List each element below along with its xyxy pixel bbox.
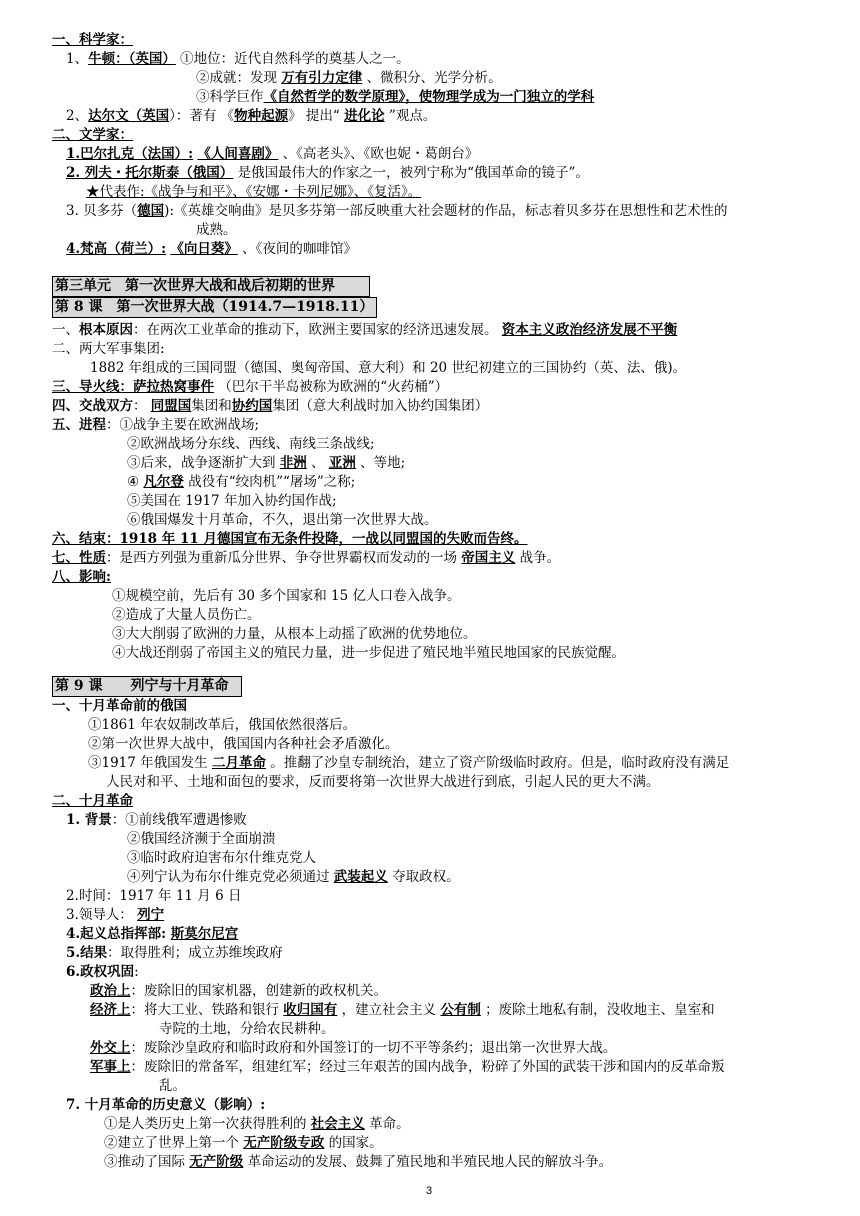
section-heading-box: 第 9 课 列宁与十月革命: [52, 676, 242, 697]
text-segment: ③后来，战争逐渐扩大到: [127, 455, 280, 471]
text-segment: ①1861 年农奴制改革后，俄国依然很落后。: [88, 717, 357, 733]
text-line: [52, 126, 133, 144]
underlined-key-term: 收归国有: [283, 1002, 338, 1018]
underlined-key-term: 《人间喜剧》: [197, 146, 279, 162]
underlined-key-term: 进化论: [344, 108, 385, 124]
text-segment: ，建立社会主义: [337, 1002, 441, 1018]
underlined-key-term: 2. 列夫・托尔斯泰（俄国）: [66, 165, 234, 181]
text-segment: ):《英雄交响曲》是贝多芬第一部反映重大社会题材的作品，标志着贝多芬在思想性和艺术性的: [164, 203, 728, 219]
text-line: [112, 587, 461, 605]
text-segment: ：废除沙皇政府和临时政府和外国签订的一切不平等条约；退出第一次世界大战。: [130, 1040, 617, 1056]
text-segment: ：废除旧的常备军，组建红军；经过三年艰苦的国内战争，粉碎了外国的武装干涉和国内的反革命叛: [130, 1059, 725, 1075]
underlined-key-term: 外交上: [90, 1040, 131, 1056]
text-segment: 1. 背景: [66, 812, 112, 828]
text-segment: 1、: [66, 51, 89, 67]
text-line: [127, 511, 438, 529]
text-segment: （巴尔干半岛被称为欧洲的“火药桶”）: [214, 379, 449, 395]
underlined-key-term: 二、十月革命: [52, 793, 133, 809]
underlined-key-term: 八、影响:: [52, 569, 111, 585]
text-segment: 战争。: [515, 550, 561, 566]
text-line: [90, 1039, 617, 1057]
text-line: [66, 925, 238, 943]
text-line: [66, 887, 241, 905]
text-line: [104, 1134, 383, 1152]
text-segment: 。推翻了沙皇专制统治，建立了资产阶级临时政府。但是，临时政府没有满足: [265, 755, 730, 771]
text-segment: ③推动了国际: [104, 1154, 190, 1170]
text-segment: 二、两大军事集团:: [52, 341, 165, 357]
text-segment: ①地位：近代自然科学的奠基人之一。: [175, 51, 410, 67]
text-segment: ：将大工业、铁路和银行: [130, 1002, 284, 1018]
underlined-key-term: 同盟国: [150, 398, 192, 414]
text-segment: 根本原因: [79, 322, 133, 338]
text-line: [104, 1115, 410, 1133]
text-line: [196, 221, 237, 239]
underlined-key-term: 牛顿：（英国）: [88, 51, 176, 67]
underlined-key-term: 无产阶级: [189, 1154, 244, 1170]
text-line: [90, 982, 387, 1000]
text-line: [159, 1020, 335, 1038]
text-segment: ②成就：发现: [196, 70, 282, 86]
text-segment: 的国家。: [324, 1135, 383, 1151]
text-line: [52, 568, 111, 586]
text-line: [104, 1153, 612, 1171]
text-segment: 6.政权巩固: [66, 964, 135, 980]
text-segment: ：取得胜利；成立苏维埃政府: [107, 945, 283, 961]
underlined-key-term: 协约国: [231, 398, 273, 414]
text-line: [196, 88, 594, 106]
text-segment: 战役有“绞肉机”“屠场”之称;: [183, 474, 356, 490]
text-segment: ⑤美国在 1917 年加入协约国作战;: [127, 493, 337, 509]
underlined-key-term: 经济上: [90, 1002, 131, 1018]
text-line: [52, 697, 187, 715]
underlined-key-term: 达尔文（英国: [88, 108, 170, 124]
underlined-key-term: 帝国主义: [461, 550, 516, 566]
text-segment: ：①战争主要在欧洲战场;: [106, 417, 260, 433]
text-segment: ”观点。: [384, 108, 437, 124]
underlined-key-term: 社会主义: [310, 1116, 365, 1132]
underlined-key-term: 1.巴尔扎克（法国）:: [66, 146, 194, 162]
text-line: [66, 811, 247, 829]
text-segment: ④: [127, 474, 144, 490]
text-segment: 革命。: [364, 1116, 410, 1132]
text-segment: 一、十月革命前的俄国: [52, 698, 187, 714]
text-segment: 一、: [52, 322, 79, 338]
text-line: [90, 1058, 725, 1076]
text-line: [106, 773, 660, 791]
text-line: [112, 606, 261, 624]
text-line: [127, 849, 316, 867]
underlined-key-term: 军事上: [90, 1059, 131, 1075]
text-line: [127, 492, 337, 510]
text-segment: 1882 年组成的三国同盟（德国、奥匈帝国、意大利）和 20 世纪初建立的三国协约（英、法、俄)。: [90, 360, 687, 376]
text-segment: 、: [306, 455, 329, 471]
text-segment: 2.时间：1917 年 11 月 6 日: [66, 888, 242, 904]
text-segment: 、《夜间的咖啡馆》: [237, 241, 357, 257]
text-segment: 是俄国最伟大的作家之一，被列宁称为“俄国革命的镜子”。: [233, 165, 589, 181]
text-segment: ）：著有 《: [169, 108, 235, 124]
underlined-key-term: 非洲: [279, 455, 307, 471]
underlined-key-term: 德国: [137, 203, 165, 219]
underlined-key-term: ★代表作:《战争与和平》、《安娜・卡列尼娜》、《复活》。: [86, 184, 422, 200]
text-line: [86, 183, 421, 201]
underlined-key-term: 凡尔登: [143, 474, 184, 490]
text-line: [66, 50, 410, 68]
text-segment: 、等地;: [355, 455, 406, 471]
text-line: [127, 435, 375, 453]
text-line: [52, 792, 133, 810]
text-line: [66, 107, 436, 125]
text-segment: 五、进程: [52, 417, 106, 433]
text-line: [88, 735, 399, 753]
text-segment: ：是西方列强为重新瓜分世界、争夺世界霸权而发动的一场: [106, 550, 462, 566]
text-segment: 》 提出“: [288, 108, 345, 124]
underlined-key-term: 物种起源: [234, 108, 289, 124]
text-segment: ①规模空前，先后有 30 多个国家和 15 亿人口卷入战争。: [112, 588, 461, 604]
text-line: [127, 868, 460, 886]
text-segment: 2、: [66, 108, 89, 124]
underlined-key-term: 二月革命: [211, 755, 266, 771]
text-line: [66, 944, 283, 962]
text-segment: 、微积分、光学分析。: [362, 70, 502, 86]
text-line: [52, 530, 527, 548]
underlined-key-term: 资本主义政治经济发展不平衡: [501, 322, 678, 338]
text-line: [52, 321, 677, 339]
text-line: [52, 397, 488, 415]
underlined-key-term: 武装起义: [333, 869, 388, 885]
text-line: [88, 754, 729, 772]
text-segment: 3.领导人：: [66, 907, 138, 923]
text-segment: ：: [133, 398, 151, 414]
page-number: 3: [426, 1185, 433, 1197]
text-segment: 革命运动的发展、鼓舞了殖民地和半殖民地人民的解放斗争。: [243, 1154, 613, 1170]
text-segment: ②俄国经济濒于全面崩溃: [127, 831, 276, 847]
text-segment: ④大战还削弱了帝国主义的殖民力量，进一步促进了殖民地半殖民地国家的民族觉醒。: [112, 645, 625, 661]
underlined-key-term: 六、结束：1918 年 11 月德国宣布无条件投降，一战以同盟国的失败而告终。: [52, 531, 528, 547]
text-segment: ②建立了世界上第一个: [104, 1135, 244, 1151]
text-segment: ：①前线俄军遭遇惨败: [111, 812, 247, 828]
underlined-key-term: 七、性质: [52, 550, 106, 566]
text-segment: ：在两次工业革命的推动下，欧洲主要国家的经济迅速发展。: [133, 322, 502, 338]
text-line: [52, 416, 259, 434]
text-line: [127, 454, 405, 472]
text-line: [66, 906, 164, 924]
text-line: [196, 69, 502, 87]
text-segment: ②造成了大量人员伤亡。: [112, 607, 261, 623]
text-line: [66, 240, 357, 258]
text-segment: 集团（意大利战时加入协约国集团）: [272, 398, 489, 414]
text-segment: ③科学巨作: [196, 89, 264, 105]
text-line: [66, 202, 728, 220]
text-line: [66, 1096, 265, 1114]
underlined-key-term: 二、文学家：: [52, 127, 133, 143]
text-line: [52, 31, 133, 49]
text-segment: 5.结果: [66, 945, 108, 961]
text-line: [90, 359, 686, 377]
text-segment: 人民对和平、土地和面包的要求，反而要将第一次世界大战进行到底，引起人民的更大不满。: [106, 774, 660, 790]
underlined-key-term: 无产阶级专政: [243, 1135, 325, 1151]
text-segment: ⑥俄国爆发十月革命，不久，退出第一次世界大战。: [127, 512, 438, 528]
text-line: [159, 1077, 186, 1095]
text-segment: ④列宁认为布尔什维克党必须通过: [127, 869, 334, 885]
underlined-key-term: 《向日葵》: [170, 241, 238, 257]
text-segment: 4.起义总指挥部:: [66, 926, 171, 942]
text-segment: 7. 十月革命的历史意义（影响）:: [66, 1097, 266, 1113]
underlined-key-term: 列宁: [137, 907, 165, 923]
underlined-key-term: 4.梵高（荷兰）:: [66, 241, 167, 257]
text-line: [127, 830, 276, 848]
text-line: [52, 340, 165, 358]
text-segment: 成熟。: [196, 222, 237, 238]
text-segment: ②第一次世界大战中，俄国国内各种社会矛盾激化。: [88, 736, 399, 752]
text-segment: ③1917 年俄国发生: [88, 755, 212, 771]
text-line: [66, 145, 478, 163]
text-line: [88, 716, 356, 734]
text-segment: :: [134, 964, 139, 980]
text-segment: 乱。: [159, 1078, 186, 1094]
underlined-key-term: 政治上: [90, 983, 131, 999]
text-segment: ；废除土地私有制，没收地主、皇室和: [480, 1002, 715, 1018]
underlined-key-term: 斯莫尔尼宫: [170, 926, 239, 942]
text-segment: 集团和: [191, 398, 232, 414]
section-heading-box: 第 8 课 第一次世界大战（1914.7—1918.11）: [52, 297, 377, 318]
text-segment: ：废除旧的国家机器，创建新的政权机关。: [130, 983, 387, 999]
text-segment: ③临时政府迫害布尔什维克党人: [127, 850, 316, 866]
text-segment: 夺取政权。: [387, 869, 460, 885]
text-segment: 寺院的土地，分给农民耕种。: [159, 1021, 335, 1037]
underlined-key-term: 一、科学家：: [52, 32, 133, 48]
underlined-key-term: 万有引力定律: [281, 70, 363, 86]
text-segment: 四、交战双方: [52, 398, 133, 414]
text-line: [90, 1001, 715, 1019]
text-line: [52, 549, 560, 567]
text-segment: 3. 贝多芬（: [66, 203, 138, 219]
text-line: [112, 644, 625, 662]
underlined-key-term: 三、导火线：萨拉热窝事件: [52, 379, 214, 395]
underlined-key-term: 《自然哲学的数学原理》，使物理学成为一门独立的学科: [263, 89, 595, 105]
text-segment: ②欧洲战场分东线、西线、南线三条战线;: [127, 436, 375, 452]
text-line: [127, 473, 355, 491]
section-heading-box: 第三单元 第一次世界大战和战后初期的世界: [52, 276, 370, 297]
text-line: [66, 963, 139, 981]
text-line: [112, 625, 477, 643]
text-line: [66, 164, 589, 182]
text-segment: 、《高老头》、《欧也妮・葛朗台》: [278, 146, 479, 162]
text-line: [52, 378, 448, 396]
underlined-key-term: 公有制: [440, 1002, 481, 1018]
text-segment: ①是人类历史上第一次获得胜利的: [104, 1116, 311, 1132]
text-segment: ③大大削弱了欧洲的力量，从根本上动摇了欧洲的优势地位。: [112, 626, 477, 642]
underlined-key-term: 亚洲: [328, 455, 356, 471]
